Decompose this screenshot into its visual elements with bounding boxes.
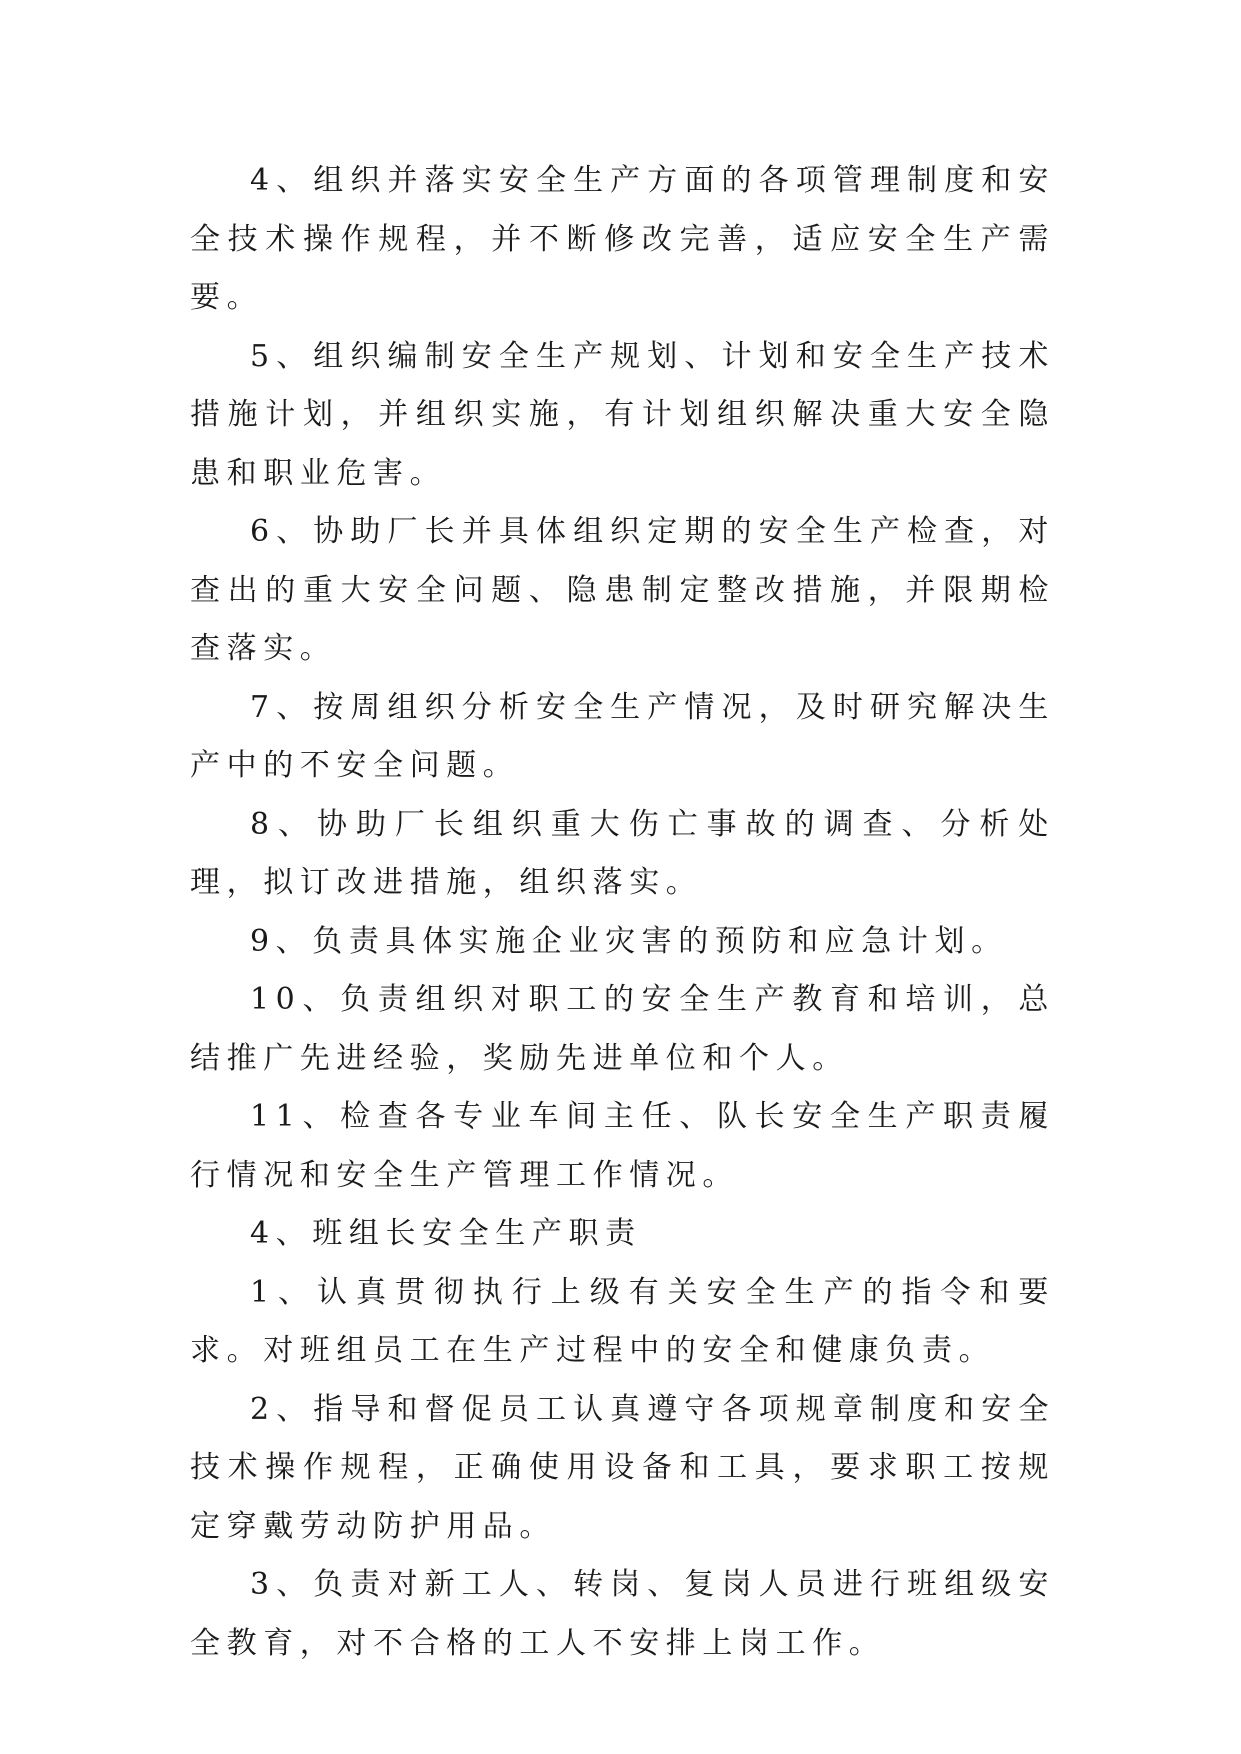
paragraph-duty-10: 10、负责组织对职工的安全生产教育和培训，总结推广先进经验，奖励先进单位和个人。 — [190, 982, 1055, 1076]
paragraph-duty-6: 6、协助厂长并具体组织定期的安全生产检查，对查出的重大安全问题、隐患制定整改措施，并限期检查落实。 — [190, 514, 1055, 666]
paragraph-duty-9: 9、负责具体实施企业灾害的预防和应急计划。 — [250, 923, 1008, 959]
paragraph-duty-4: 4、组织并落实安全生产方面的各项管理制度和安全技术操作规程，并不断修改完善，适应安全生产需要。 — [190, 163, 1055, 315]
paragraph-duty-7: 7、按周组织分析安全生产情况，及时研究解决生产中的不安全问题。 — [190, 689, 1055, 783]
section-heading-team-leader: 4、班组长安全生产职责 — [250, 1216, 642, 1251]
paragraph-team-duty-3: 3、负责对新工人、转岗、复岗人员进行班组级安全教育，对不合格的工人不安排上岗工作。 — [190, 1567, 1055, 1661]
paragraph-team-duty-2: 2、指导和督促员工认真遵守各项规章制度和安全技术操作规程，正确使用设备和工具，要求职工按规定穿戴劳动防护用品。 — [190, 1391, 1055, 1544]
document-body — [190, 152, 1055, 1673]
paragraph-duty-5: 5、组织编制安全生产规划、计划和安全生产技术措施计划，并组织实施，有计划组织解决重大安全隐患和职业危害。 — [190, 338, 1055, 491]
paragraph-duty-11: 11、检查各专业车间主任、队长安全生产职责履行情况和安全生产管理工作情况。 — [190, 1099, 1055, 1193]
paragraph-team-duty-1: 1、认真贯彻执行上级有关安全生产的指令和要求。对班组员工在生产过程中的安全和健康负责。 — [190, 1274, 1055, 1368]
paragraph-duty-8: 8、协助厂长组织重大伤亡事故的调查、分析处理，拟订改进措施，组织落实。 — [190, 806, 1055, 900]
